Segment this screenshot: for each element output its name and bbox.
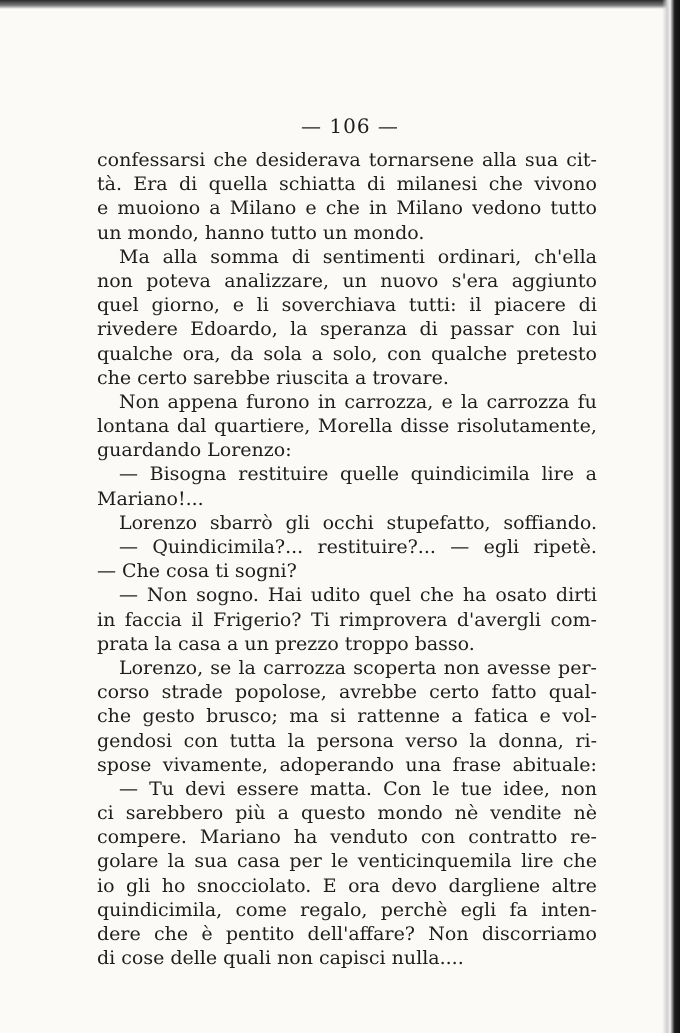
word: e bbox=[97, 197, 109, 220]
word: che bbox=[488, 173, 523, 196]
word: se bbox=[210, 656, 232, 679]
word: ha bbox=[462, 584, 487, 607]
word: e bbox=[539, 705, 551, 728]
word: Lorenzo, bbox=[119, 656, 204, 679]
word: altre bbox=[551, 874, 597, 897]
word: quartiere, bbox=[214, 415, 311, 438]
text-line bbox=[97, 366, 597, 390]
word: Ti bbox=[310, 608, 330, 631]
text-line bbox=[97, 559, 597, 583]
text-line bbox=[97, 414, 597, 438]
word: ordinari, bbox=[437, 245, 522, 268]
text-line bbox=[97, 535, 597, 559]
word: guardando bbox=[97, 439, 202, 462]
word: che bbox=[153, 923, 189, 945]
word: il bbox=[191, 608, 204, 631]
word: che bbox=[562, 850, 597, 873]
word: riuscita bbox=[276, 366, 349, 389]
word: Tu bbox=[149, 777, 175, 800]
word: lui bbox=[572, 318, 597, 341]
word: per- bbox=[558, 656, 597, 679]
word: di bbox=[97, 947, 116, 970]
text-line bbox=[97, 825, 597, 849]
word: Non bbox=[428, 923, 469, 945]
word: — bbox=[119, 584, 138, 607]
word: vedono bbox=[472, 197, 542, 220]
word: solo, bbox=[332, 342, 378, 365]
word: in bbox=[97, 608, 116, 631]
text-line bbox=[97, 245, 597, 269]
word: sarebbero bbox=[125, 802, 224, 825]
word: a bbox=[277, 802, 289, 825]
word: sogni? bbox=[234, 560, 297, 583]
word: somma bbox=[210, 245, 279, 268]
word: la bbox=[290, 318, 308, 341]
word: di bbox=[578, 294, 597, 317]
word: basso. bbox=[414, 632, 475, 655]
word: frase bbox=[452, 753, 502, 776]
word: devi bbox=[185, 777, 226, 800]
word: ma bbox=[289, 705, 319, 728]
word: venduto bbox=[330, 826, 408, 849]
word: Quindicimila?... bbox=[152, 536, 304, 558]
word: come bbox=[235, 898, 287, 921]
word: capisci bbox=[318, 947, 386, 970]
word: — bbox=[450, 536, 470, 558]
word: soverchiava bbox=[281, 294, 397, 317]
word: nulla.... bbox=[391, 947, 464, 970]
word: rattenne bbox=[357, 705, 440, 728]
word: carrozza, bbox=[344, 390, 434, 413]
word: sbarrò bbox=[209, 511, 273, 534]
word: ho bbox=[161, 874, 186, 897]
word: la bbox=[469, 729, 487, 752]
word: vivono bbox=[534, 173, 597, 196]
word: mondo bbox=[377, 802, 443, 825]
word: rivedere bbox=[97, 318, 178, 341]
text-line bbox=[97, 196, 597, 220]
word: con bbox=[183, 729, 218, 752]
word: delle bbox=[170, 947, 218, 970]
word: certo bbox=[429, 681, 480, 704]
word: quali bbox=[223, 947, 272, 970]
word: un bbox=[322, 221, 348, 244]
word: cose bbox=[121, 947, 165, 970]
word: — bbox=[119, 463, 138, 486]
word: trovare. bbox=[372, 366, 449, 389]
text-line bbox=[97, 777, 597, 801]
word: com- bbox=[550, 608, 597, 631]
word: li bbox=[256, 294, 269, 317]
word: — bbox=[119, 777, 138, 800]
page-binding-edge bbox=[662, 0, 680, 1033]
word: tue bbox=[460, 777, 492, 800]
word: schiatta bbox=[279, 173, 356, 196]
word: di bbox=[291, 245, 310, 268]
text-line bbox=[97, 511, 597, 535]
word: Mariano bbox=[199, 826, 281, 849]
word: speranza bbox=[319, 318, 408, 341]
word: E bbox=[322, 874, 337, 897]
word: Hai bbox=[267, 584, 302, 607]
word: la bbox=[460, 390, 479, 413]
word: sua bbox=[194, 850, 228, 873]
word: più bbox=[235, 802, 266, 825]
word: tutta bbox=[229, 729, 277, 752]
word: quel bbox=[369, 584, 411, 607]
word: con bbox=[525, 318, 561, 341]
word: tornarsene bbox=[368, 149, 474, 171]
word: che bbox=[325, 197, 360, 220]
word: verso bbox=[405, 729, 458, 752]
word: non bbox=[97, 269, 133, 292]
word: che bbox=[419, 584, 454, 607]
word: devo bbox=[391, 874, 437, 897]
word: Bisogna bbox=[149, 463, 227, 486]
text-line bbox=[97, 801, 597, 825]
word: lire bbox=[521, 850, 554, 873]
text-line bbox=[97, 317, 597, 341]
word: la bbox=[154, 632, 172, 655]
word: passar bbox=[450, 318, 514, 341]
word: sua bbox=[524, 149, 559, 171]
word: e bbox=[232, 294, 244, 317]
word: vendite bbox=[490, 802, 562, 825]
word: tutto bbox=[550, 197, 597, 220]
word: certo bbox=[137, 366, 188, 389]
word: quindicimila bbox=[410, 463, 530, 486]
word: io bbox=[97, 874, 115, 897]
word: non bbox=[443, 656, 480, 679]
word: pentito bbox=[225, 923, 295, 945]
body-text bbox=[97, 148, 597, 970]
word: inten- bbox=[541, 898, 597, 921]
word: ora, bbox=[182, 342, 221, 365]
word: non bbox=[277, 947, 313, 970]
word: la bbox=[167, 850, 186, 873]
text-line bbox=[97, 148, 597, 172]
word: adoperando bbox=[279, 753, 395, 776]
text-line bbox=[97, 221, 597, 245]
word: perchè bbox=[380, 898, 448, 921]
word: re- bbox=[570, 826, 597, 849]
word: con bbox=[420, 826, 456, 849]
text-line bbox=[97, 608, 597, 632]
word: compere. bbox=[97, 826, 187, 849]
word: Non bbox=[119, 390, 160, 413]
word: le bbox=[331, 850, 349, 873]
word: hanno bbox=[204, 221, 265, 244]
word: tutto bbox=[270, 221, 317, 244]
word: appena bbox=[167, 390, 238, 413]
word: muoiono bbox=[117, 197, 201, 220]
scan-top-edge bbox=[0, 0, 680, 9]
word: Milano bbox=[396, 197, 463, 220]
word: quelle bbox=[339, 463, 400, 486]
word: le bbox=[432, 777, 450, 800]
word: popolose, bbox=[235, 681, 327, 704]
text-line bbox=[97, 729, 597, 753]
word: soffiando. bbox=[503, 511, 597, 534]
text-line bbox=[97, 342, 597, 366]
text-line bbox=[97, 269, 597, 293]
word: Lorenzo bbox=[119, 511, 198, 534]
word: Mariano!... bbox=[97, 487, 204, 510]
word: milanesi bbox=[396, 173, 478, 196]
word: cosa bbox=[166, 560, 210, 583]
word: nuovo bbox=[380, 269, 439, 292]
word: ri- bbox=[575, 729, 597, 752]
word: è bbox=[201, 923, 213, 945]
word: vol- bbox=[562, 705, 597, 728]
word: fu bbox=[577, 390, 597, 413]
word: un bbox=[244, 632, 269, 655]
word: contratto bbox=[468, 826, 558, 849]
word: brusco; bbox=[206, 705, 278, 728]
word: faccia bbox=[124, 608, 182, 631]
word: si bbox=[330, 705, 346, 728]
word: dell'affare? bbox=[307, 923, 415, 945]
word: lire bbox=[541, 463, 574, 486]
word: discorriamo bbox=[481, 923, 597, 945]
word: carrozza bbox=[486, 390, 570, 413]
word: qual- bbox=[548, 681, 597, 704]
word: Lorenzo: bbox=[207, 439, 292, 462]
word: ci bbox=[97, 802, 114, 825]
word: snocciolato. bbox=[196, 874, 312, 897]
word: dirti bbox=[555, 584, 597, 607]
text-line bbox=[97, 704, 597, 728]
text-line bbox=[97, 438, 597, 462]
word: quel bbox=[97, 294, 139, 317]
word: quella bbox=[208, 173, 268, 196]
text-line bbox=[97, 293, 597, 317]
word: pretesto bbox=[516, 342, 597, 365]
word: di bbox=[178, 173, 198, 196]
word: Edoardo, bbox=[190, 318, 278, 341]
word: che bbox=[213, 149, 248, 171]
word: a bbox=[227, 632, 239, 655]
text-line bbox=[97, 680, 597, 704]
word: gendosi bbox=[97, 729, 173, 752]
word: cit- bbox=[566, 149, 597, 171]
word: a bbox=[354, 366, 367, 389]
word: che bbox=[97, 705, 132, 728]
word: giorno, bbox=[151, 294, 220, 317]
word: un bbox=[97, 221, 122, 244]
word: furono bbox=[246, 390, 310, 413]
word: donna, bbox=[498, 729, 564, 752]
word: non bbox=[561, 777, 597, 800]
word: matta. bbox=[309, 777, 372, 800]
word: — bbox=[119, 536, 138, 558]
word: analizzare, bbox=[224, 269, 329, 292]
word: il bbox=[469, 294, 482, 317]
word: prata bbox=[97, 632, 149, 655]
text-line bbox=[97, 390, 597, 414]
word: casa bbox=[177, 632, 221, 655]
word: regalo, bbox=[300, 898, 368, 921]
word: dal bbox=[176, 415, 207, 438]
word: risolutamente, bbox=[456, 415, 597, 438]
word: a bbox=[209, 197, 221, 220]
word: alla bbox=[162, 245, 198, 268]
word: osato bbox=[495, 584, 547, 607]
word: rimprovera bbox=[339, 608, 448, 631]
word: e bbox=[441, 390, 453, 413]
word: Morella bbox=[317, 415, 393, 438]
text-line bbox=[97, 656, 597, 680]
word: occhi bbox=[322, 511, 374, 534]
word: fa bbox=[509, 898, 528, 921]
word: corso bbox=[97, 681, 150, 704]
word: disse bbox=[400, 415, 450, 438]
word: ch'ella bbox=[534, 245, 597, 268]
text-line bbox=[97, 462, 597, 486]
word: stupefatto, bbox=[386, 511, 491, 534]
word: troppo bbox=[344, 632, 409, 655]
word: qualche bbox=[97, 342, 173, 365]
word: restituire?... bbox=[317, 536, 436, 558]
word: a bbox=[451, 705, 463, 728]
word: fatto bbox=[491, 681, 537, 704]
word: quindicimila, bbox=[97, 898, 223, 921]
word: — bbox=[97, 560, 116, 583]
word: nè bbox=[454, 802, 479, 825]
word: per bbox=[289, 850, 322, 873]
word: tà. bbox=[97, 173, 123, 196]
word: sola bbox=[263, 342, 302, 365]
word: in bbox=[317, 390, 337, 413]
word: la bbox=[287, 729, 306, 752]
word: egli bbox=[460, 898, 497, 921]
word: mondo, bbox=[127, 221, 199, 244]
word: venticinquemila bbox=[357, 850, 512, 873]
page-number: — 106 — bbox=[301, 114, 399, 138]
word: con bbox=[387, 342, 422, 365]
word: spose bbox=[97, 753, 152, 776]
word: questo bbox=[300, 802, 366, 825]
word: Ma bbox=[119, 245, 150, 268]
word: casa bbox=[236, 850, 281, 873]
word: Frigerio? bbox=[212, 608, 302, 631]
word: d'avergli bbox=[456, 608, 541, 631]
word: un bbox=[342, 269, 367, 292]
word: una bbox=[405, 753, 442, 776]
word: e bbox=[305, 197, 317, 220]
word: prezzo bbox=[274, 632, 339, 655]
word: in bbox=[368, 197, 388, 220]
text-line bbox=[97, 583, 597, 607]
text-line bbox=[97, 898, 597, 922]
word: confessarsi bbox=[97, 149, 206, 171]
word: ha bbox=[293, 826, 318, 849]
word: ora bbox=[348, 874, 380, 897]
word: lontana bbox=[97, 415, 170, 438]
text-line bbox=[97, 922, 597, 946]
word: essere bbox=[236, 777, 299, 800]
word: gli bbox=[285, 511, 310, 534]
text-line bbox=[97, 632, 597, 656]
word: Era bbox=[133, 173, 168, 196]
word: a bbox=[311, 342, 323, 365]
word: dargliene bbox=[448, 874, 541, 897]
word: scoperta bbox=[353, 656, 437, 679]
word: alla bbox=[482, 149, 517, 171]
word: aggiunto bbox=[511, 269, 597, 292]
word: gesto bbox=[142, 705, 195, 728]
word: avrebbe bbox=[338, 681, 417, 704]
text-line bbox=[97, 753, 597, 777]
word: carrozza bbox=[263, 656, 346, 679]
word: sentimenti bbox=[322, 245, 425, 268]
word: persona bbox=[316, 729, 394, 752]
word: di bbox=[419, 318, 438, 341]
word: restituire bbox=[238, 463, 329, 486]
word: tutti: bbox=[408, 294, 457, 317]
word: che bbox=[97, 366, 132, 389]
word: s'era bbox=[451, 269, 499, 292]
word: Con bbox=[383, 777, 422, 800]
word: qualche bbox=[431, 342, 508, 365]
word: idee, bbox=[503, 777, 550, 800]
word: udito bbox=[310, 584, 361, 607]
text-line bbox=[97, 487, 597, 511]
word: sogno. bbox=[196, 584, 259, 607]
word: gli bbox=[125, 874, 151, 897]
word: fatica bbox=[474, 705, 529, 728]
text-line bbox=[97, 172, 597, 196]
word: dere bbox=[97, 923, 141, 945]
word: mondo. bbox=[353, 221, 425, 244]
word: poteva bbox=[146, 269, 211, 292]
word: Che bbox=[122, 560, 161, 583]
word: desiderava bbox=[255, 149, 361, 171]
text-line bbox=[97, 946, 597, 970]
word: a bbox=[585, 463, 597, 486]
word: avesse bbox=[486, 656, 551, 679]
word: egli bbox=[483, 536, 520, 558]
word: nè bbox=[573, 802, 597, 825]
word: ripetè. bbox=[533, 536, 597, 558]
word: golare bbox=[97, 850, 159, 873]
text-line bbox=[97, 849, 597, 873]
word: Non bbox=[146, 584, 188, 607]
word: ti bbox=[215, 560, 229, 583]
word: strade bbox=[161, 681, 223, 704]
word: da bbox=[230, 342, 254, 365]
word: piacere bbox=[494, 294, 566, 317]
word: vivamente, bbox=[162, 753, 269, 776]
word: la bbox=[238, 656, 256, 679]
word: sarebbe bbox=[193, 366, 271, 389]
text-line bbox=[97, 874, 597, 898]
word: di bbox=[367, 173, 386, 196]
word: abituale: bbox=[512, 753, 597, 776]
word: Milano bbox=[229, 197, 297, 220]
